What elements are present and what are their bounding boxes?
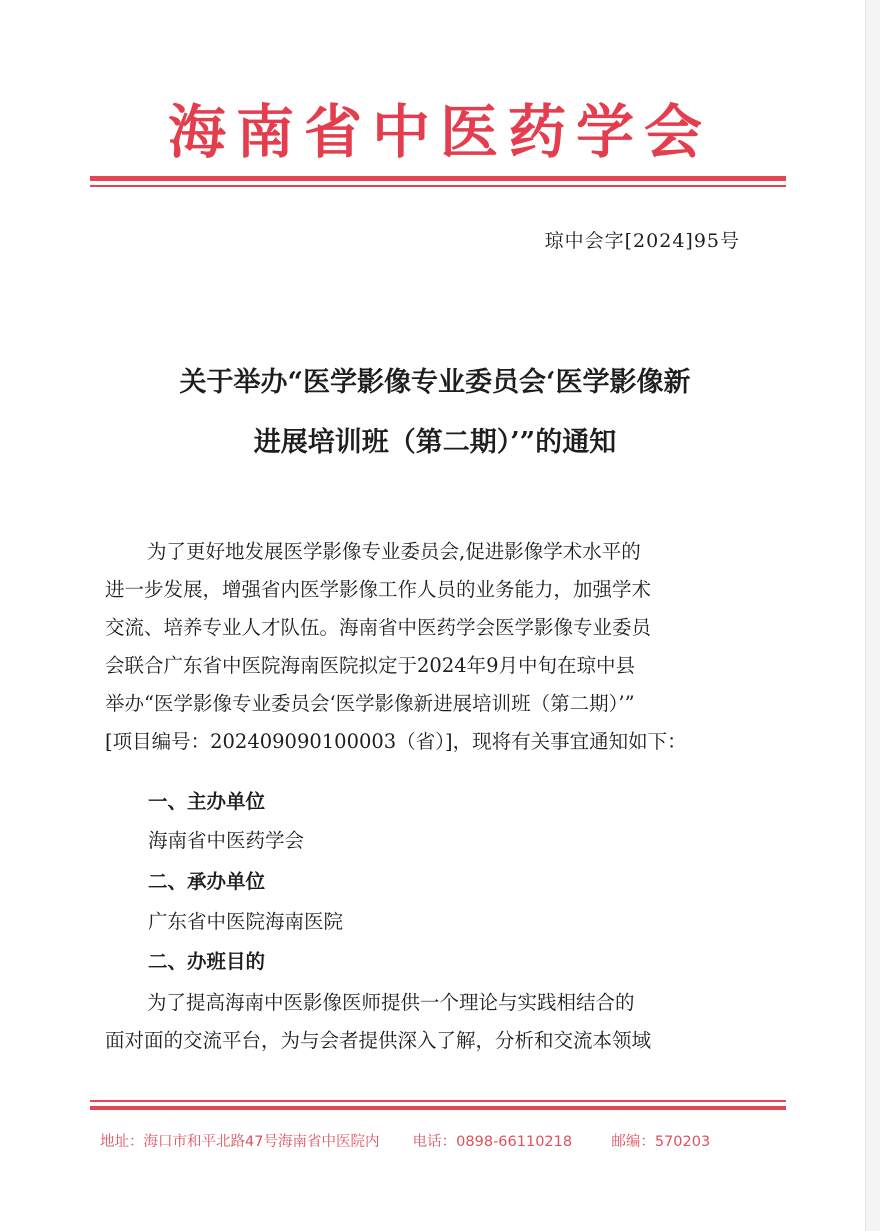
letterhead-rule-thick	[90, 176, 786, 181]
page-edge	[865, 0, 880, 1231]
letterhead-rule-thin	[90, 185, 786, 187]
section-heading-co-organizer: 二、承办单位	[148, 870, 266, 893]
intro-line: [项目编号：202409090100003（省）]，现将有关事宜通知如下：	[105, 730, 687, 753]
footer-phone: 电话：0898-66110218	[412, 1134, 573, 1150]
purpose-line: 为了提高海南中医影像医师提供一个理论与实践相结合的	[147, 991, 635, 1014]
intro-line: 会联合广东省中医院海南医院拟定于2024年9月中旬在琼中县	[105, 654, 636, 677]
section-heading-organizer: 一、主办单位	[148, 790, 266, 813]
section-content-co-organizer: 广东省中医院海南医院	[148, 910, 344, 933]
footer-contact	[100, 1130, 790, 1151]
notice-title-line-2: 进展培训班（第二期）’”的通知	[253, 427, 617, 458]
purpose-line: 面对面的交流平台，为与会者提供深入了解，分析和交流本领域	[105, 1029, 652, 1052]
section-heading-purpose: 二、办班目的	[148, 950, 266, 973]
letterhead-title: 海南省中医药学会	[167, 98, 712, 166]
intro-line: 举办“医学影像专业委员会‘医学影像新进展培训班（第二期）’”	[105, 692, 635, 715]
footer-postcode: 邮编：570203	[611, 1134, 711, 1150]
intro-line: 为了更好地发展医学影像专业委员会,促进影像学术水平的	[147, 540, 641, 563]
intro-line: 交流、培养专业人才队伍。海南省中医药学会医学影像专业委员	[105, 616, 652, 639]
footer-rule-thick	[90, 1106, 786, 1110]
footer-address: 地址：海口市和平北路47号海南省中医院内	[100, 1134, 380, 1150]
intro-line: 进一步发展，增强省内医学影像工作人员的业务能力，加强学术	[105, 578, 652, 601]
section-content-organizer: 海南省中医药学会	[148, 829, 305, 852]
notice-title-line-1: 关于举办“医学影像专业委员会‘医学影像新	[179, 367, 691, 398]
footer-rule-thin	[90, 1100, 786, 1102]
document-number: 琼中会字[2024]95号	[544, 230, 740, 252]
